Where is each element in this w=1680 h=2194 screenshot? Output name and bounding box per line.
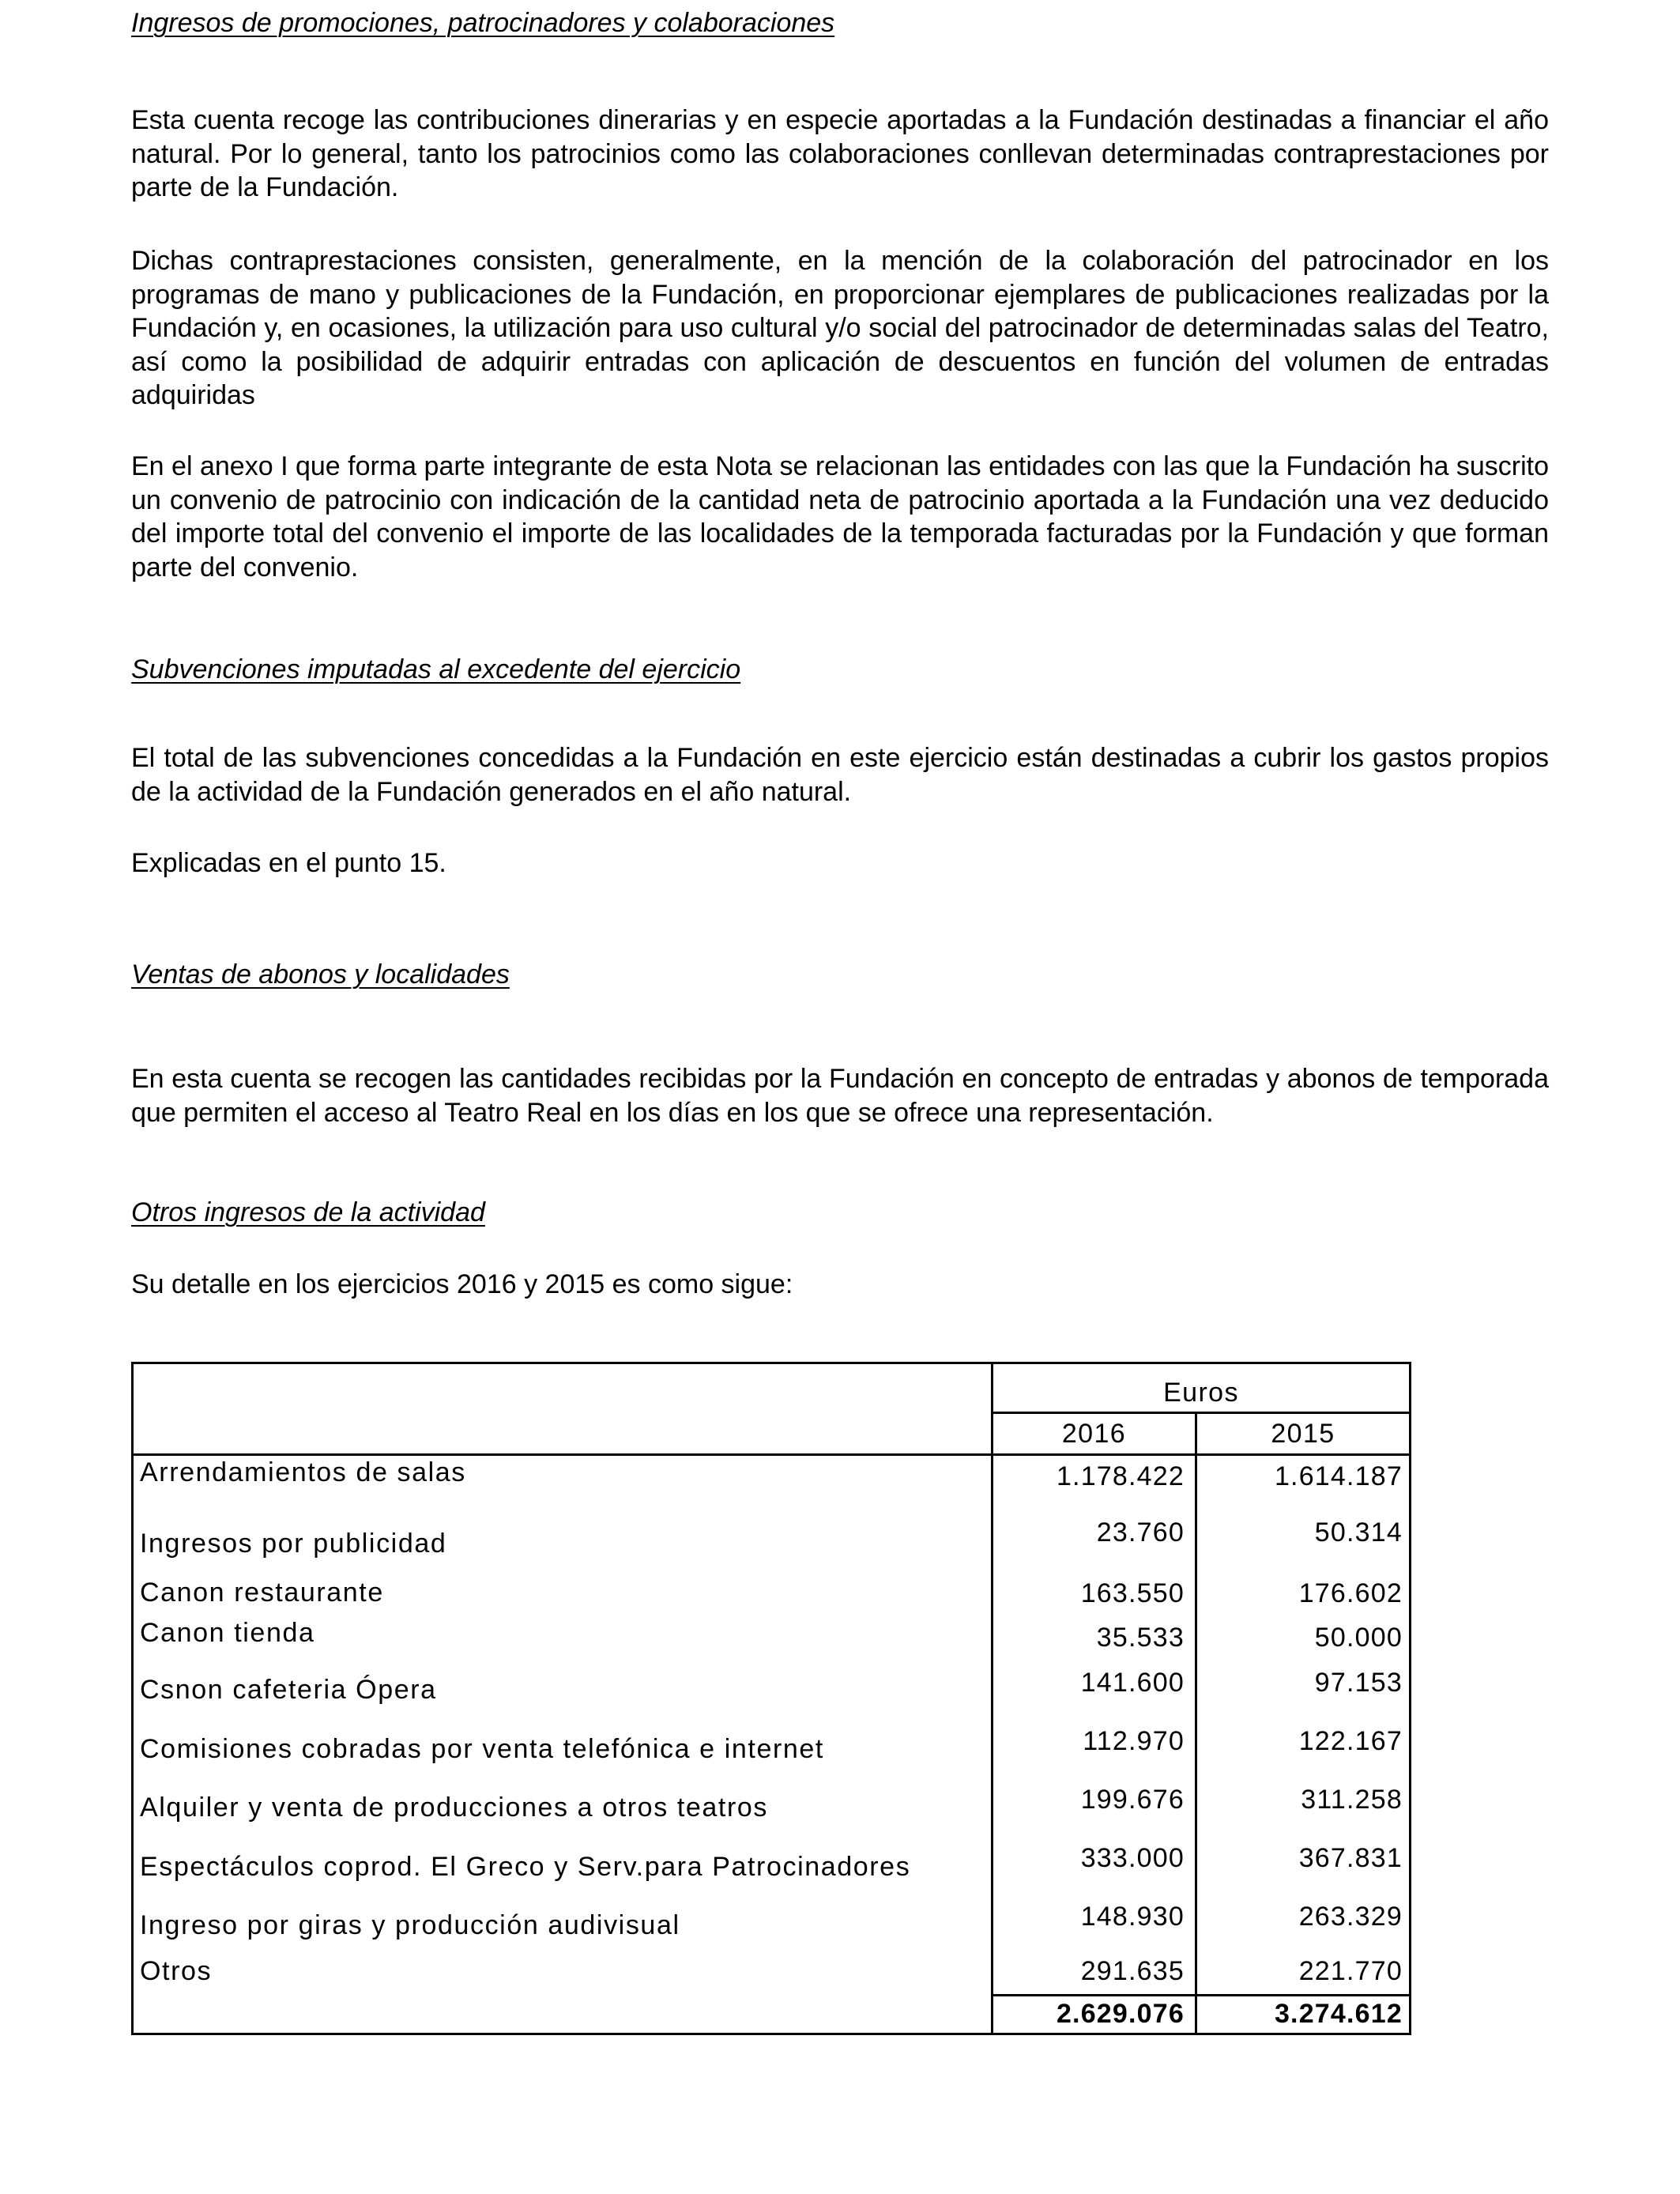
- document-page: [131, 0, 1549, 2194]
- table-row-value-2015: 367.831: [1298, 1843, 1403, 1873]
- table-row-label: Alquiler y venta de producciones a otros teatros: [140, 1793, 768, 1823]
- table-total-2015: 3.274.612: [1274, 1999, 1403, 2029]
- table-row-value-2016: 163.550: [1080, 1578, 1185, 1608]
- table-row-label: Espectáculos coprod. El Greco y Serv.para Patrocinadores: [140, 1852, 911, 1882]
- paragraph-otros-intro: Su detalle en los ejercicios 2016 y 2015 es como sigue:: [131, 1269, 793, 1299]
- table-row-value-2016: 23.760: [1096, 1517, 1185, 1547]
- table-rule-years: [134, 1453, 1409, 1456]
- paragraph-promociones-2: Dichas contraprestaciones consisten, generalmente, en la mención de la colaboración del patrocinador en los programas de mano y publicaciones de la Fundación, en proporcionar ejemplares de publicaciones realizadas por la Fundación y, en ocasiones, la utilización para uso cultural y/o social del patrocinador de determinadas salas del Teatro, así como la posibilidad de adquirir entradas con aplicación de descuentos en función del volumen de entradas adquiridas: [131, 246, 1549, 410]
- table-row-value-2016: 1.178.422: [1056, 1461, 1185, 1491]
- table-row-value-2016: 291.635: [1080, 1956, 1185, 1986]
- table-header-currency: Euros: [1163, 1378, 1239, 1408]
- table-row-value-2015: 311.258: [1301, 1785, 1403, 1815]
- table-row-value-2016: 141.600: [1080, 1668, 1185, 1698]
- table-header-year-2015: 2015: [1271, 1419, 1335, 1449]
- table-row-value-2015: 50.314: [1314, 1517, 1403, 1547]
- table-row-label: Comisiones cobradas por venta telefónica e internet: [140, 1734, 824, 1764]
- table-rule-euros: [991, 1412, 1409, 1414]
- table-row-value-2016: 199.676: [1080, 1785, 1185, 1815]
- paragraph-promociones-1: Esta cuenta recoge las contribuciones dinerarias y en especie aportadas a la Fundación destinadas a financiar el año natural. Por lo general, tanto los patrocinios como las colaboraciones conllevan determinadas contraprestaciones por parte de la Fundación.: [131, 105, 1549, 202]
- table-total-2016: 2.629.076: [1056, 1999, 1185, 2029]
- table-row-value-2015: 176.602: [1298, 1578, 1403, 1608]
- table-row-label: Canon restaurante: [140, 1578, 384, 1608]
- section-heading-ventas: Ventas de abonos y localidades: [131, 959, 510, 990]
- table-row-label: Arrendamientos de salas: [140, 1457, 466, 1487]
- table-divider-years: [1195, 1412, 1197, 2033]
- table-row-label: Csnon cafeteria Ópera: [140, 1675, 437, 1705]
- table-header-year-2016: 2016: [1061, 1419, 1127, 1449]
- paragraph-subvenciones-2: Explicadas en el punto 15.: [131, 848, 446, 878]
- table-row-value-2015: 122.167: [1298, 1726, 1403, 1756]
- table-row-label: Canon tienda: [140, 1618, 315, 1648]
- table-row-label: Ingreso por giras y producción audivisual: [140, 1910, 680, 1940]
- table-row-value-2015: 97.153: [1314, 1668, 1403, 1698]
- income-table: [131, 1362, 1411, 2035]
- section-heading-subvenciones: Subvenciones imputadas al excedente del ejercicio: [131, 654, 741, 684]
- table-row-value-2016: 35.533: [1096, 1623, 1185, 1653]
- table-row-value-2016: 148.930: [1080, 1902, 1185, 1932]
- paragraph-subvenciones-1: El total de las subvenciones concedidas a la Fundación en este ejercicio están destinadas a cubrir los gastos propios de la actividad de la Fundación generados en el año natural.: [131, 743, 1549, 807]
- table-row-label: Otros: [140, 1956, 213, 1986]
- section-heading-promociones: Ingresos de promociones, patrocinadores y colaboraciones: [131, 8, 835, 38]
- table-rule-total: [991, 1994, 1409, 1996]
- table-row-value-2016: 112.970: [1083, 1726, 1185, 1756]
- table-row-value-2016: 333.000: [1080, 1843, 1185, 1873]
- paragraph-ventas-1: En esta cuenta se recogen las cantidades recibidas por la Fundación en concepto de entradas y abonos de temporada que permiten el acceso al Teatro Real en los días en los que se ofrece una representación.: [131, 1064, 1549, 1128]
- table-row-label: Ingresos por publicidad: [140, 1529, 447, 1559]
- table-row-value-2015: 1.614.187: [1274, 1461, 1403, 1491]
- paragraph-promociones-3: En el anexo I que forma parte integrante de esta Nota se relacionan las entidades con las que la Fundación ha suscrito un convenio de patrocinio con indicación de la cantidad neta de patrocinio aportada a la Fundación una vez deducido del importe total del convenio el importe de las localidades de la temporada facturadas por la Fundación y que forman parte del convenio.: [131, 451, 1549, 582]
- table-row-value-2015: 263.329: [1298, 1902, 1403, 1932]
- table-row-value-2015: 50.000: [1314, 1623, 1403, 1653]
- table-row-value-2015: 221.770: [1298, 1956, 1403, 1986]
- section-heading-otros: Otros ingresos de la actividad: [131, 1197, 485, 1227]
